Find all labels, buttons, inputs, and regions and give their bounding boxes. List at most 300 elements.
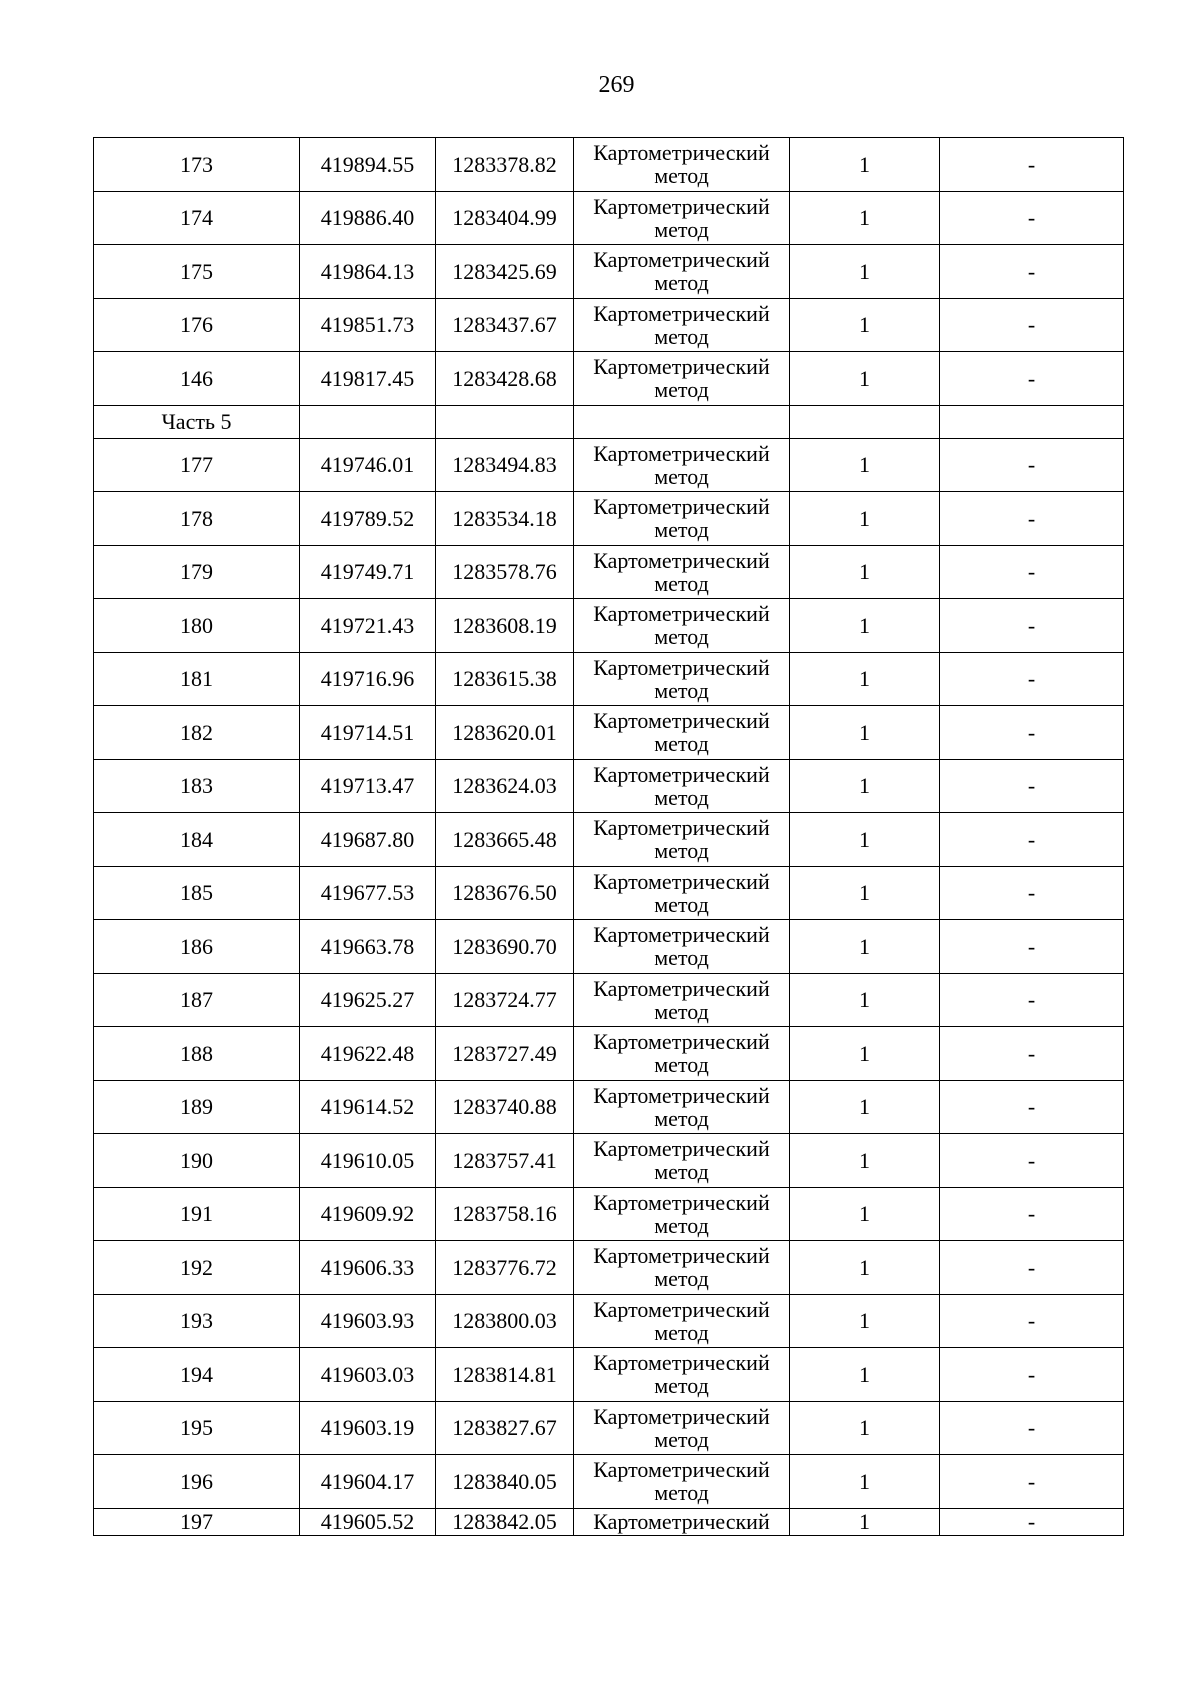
point-number-text: 182: [180, 719, 213, 745]
method-cell: [574, 1027, 790, 1081]
x-coordinate-cell: [300, 1027, 436, 1081]
accuracy-text: 1: [859, 151, 870, 177]
x-coordinate-text: 419716.96: [320, 666, 415, 692]
accuracy-text: 1: [859, 880, 870, 906]
x-coordinate-text: 419817.45: [320, 365, 415, 391]
point-number-cell: [94, 973, 300, 1027]
x-coordinate-cell: [300, 1080, 436, 1134]
section-label: Часть 5: [161, 408, 232, 434]
point-number-cell: [94, 759, 300, 813]
point-number-text: 187: [180, 987, 213, 1013]
method-text: Картометрический метод: [593, 1403, 770, 1452]
x-coordinate-cell: [300, 1455, 436, 1509]
y-coordinate-text: 1283690.70: [452, 933, 557, 959]
method-cell: [574, 813, 790, 867]
x-coordinate-cell: [300, 1348, 436, 1402]
note-text: -: [1027, 1147, 1036, 1173]
y-coordinate-cell: [436, 1455, 574, 1509]
note-cell: [940, 138, 1124, 192]
accuracy-cell: [790, 1508, 940, 1535]
table-row: [94, 1241, 1124, 1295]
y-coordinate-cell: [436, 1027, 574, 1081]
point-number-cell: [94, 652, 300, 706]
table-row: [94, 813, 1124, 867]
accuracy-text: 1: [859, 1254, 870, 1280]
accuracy-text: 1: [859, 987, 870, 1013]
method-cell: [574, 1294, 790, 1348]
point-number-cell: [94, 1134, 300, 1188]
point-number-text: 189: [180, 1094, 213, 1120]
x-coordinate-cell: [300, 759, 436, 813]
note-cell: [940, 813, 1124, 867]
table-row: [94, 652, 1124, 706]
x-coordinate-cell: [300, 352, 436, 406]
note-cell: [940, 1455, 1124, 1509]
note-text: -: [1027, 1094, 1036, 1120]
point-number-text: 188: [180, 1040, 213, 1066]
accuracy-text: 1: [859, 312, 870, 338]
table-row: [94, 352, 1124, 406]
accuracy-cell: [790, 1027, 940, 1081]
point-number-cell: [94, 492, 300, 546]
accuracy-text: 1: [859, 559, 870, 585]
point-number-cell: [94, 920, 300, 974]
point-number-cell: [94, 545, 300, 599]
x-coordinate-cell: [300, 1401, 436, 1455]
x-coordinate-cell: [300, 245, 436, 299]
method-cell: [574, 973, 790, 1027]
table-row: [94, 1455, 1124, 1509]
table-row: [94, 866, 1124, 920]
empty-cell: [790, 405, 940, 438]
accuracy-cell: [790, 1187, 940, 1241]
x-coordinate-text: 419687.80: [320, 826, 415, 852]
point-number-cell: [94, 866, 300, 920]
y-coordinate-text: 1283665.48: [452, 826, 557, 852]
point-number-text: 177: [180, 452, 213, 478]
empty-cell: [574, 405, 790, 438]
y-coordinate-text: 1283740.88: [452, 1094, 557, 1120]
note-text: -: [1027, 666, 1036, 692]
note-text: -: [1027, 452, 1036, 478]
accuracy-text: 1: [859, 612, 870, 638]
point-number-text: 196: [180, 1468, 213, 1494]
note-cell: [940, 1348, 1124, 1402]
method-text: Картометрический метод: [593, 1350, 770, 1399]
y-coordinate-text: 1283624.03: [452, 773, 557, 799]
note-cell: [940, 1027, 1124, 1081]
note-text: -: [1027, 1254, 1036, 1280]
method-text: Картометрический метод: [593, 547, 770, 596]
table-row: [94, 298, 1124, 352]
method-text: Картометрический метод: [593, 354, 770, 403]
y-coordinate-cell: [436, 1508, 574, 1535]
note-text: -: [1027, 1201, 1036, 1227]
note-cell: [940, 1294, 1124, 1348]
accuracy-text: 1: [859, 1040, 870, 1066]
x-coordinate-cell: [300, 813, 436, 867]
note-text: -: [1027, 151, 1036, 177]
y-coordinate-cell: [436, 1187, 574, 1241]
note-cell: [940, 973, 1124, 1027]
y-coordinate-text: 1283428.68: [452, 365, 557, 391]
table-row: [94, 1401, 1124, 1455]
note-cell: [940, 191, 1124, 245]
y-coordinate-cell: [436, 1134, 574, 1188]
accuracy-text: 1: [859, 1508, 870, 1534]
x-coordinate-text: 419605.52: [320, 1508, 415, 1534]
method-text: Картометрический метод: [593, 708, 770, 757]
note-text: -: [1027, 987, 1036, 1013]
y-coordinate-cell: [436, 1080, 574, 1134]
page-number: 269: [598, 72, 635, 98]
y-coordinate-text: 1283578.76: [452, 559, 557, 585]
y-coordinate-cell: [436, 866, 574, 920]
note-cell: [940, 920, 1124, 974]
table-row: [94, 973, 1124, 1027]
note-text: -: [1027, 312, 1036, 338]
y-coordinate-text: 1283724.77: [452, 987, 557, 1013]
x-coordinate-cell: [300, 438, 436, 492]
accuracy-cell: [790, 1080, 940, 1134]
x-coordinate-text: 419749.71: [320, 559, 415, 585]
method-text: Картометрический метод: [593, 1457, 770, 1506]
point-number-cell: [94, 138, 300, 192]
method-cell: [574, 191, 790, 245]
note-text: -: [1027, 365, 1036, 391]
x-coordinate-cell: [300, 599, 436, 653]
accuracy-cell: [790, 599, 940, 653]
empty-cell: [300, 405, 436, 438]
accuracy-cell: [790, 352, 940, 406]
point-number-text: 180: [180, 612, 213, 638]
method-text: Картометрический метод: [593, 300, 770, 349]
method-cell: [574, 1134, 790, 1188]
table-row: [94, 1508, 1124, 1535]
x-coordinate-text: 419625.27: [320, 987, 415, 1013]
y-coordinate-cell: [436, 1348, 574, 1402]
accuracy-text: 1: [859, 826, 870, 852]
x-coordinate-cell: [300, 1508, 436, 1535]
x-coordinate-text: 419713.47: [320, 773, 415, 799]
note-cell: [940, 1508, 1124, 1535]
note-cell: [940, 599, 1124, 653]
method-cell: [574, 1455, 790, 1509]
point-number-cell: [94, 1508, 300, 1535]
x-coordinate-text: 419603.93: [320, 1308, 415, 1334]
x-coordinate-cell: [300, 920, 436, 974]
note-text: -: [1027, 559, 1036, 585]
x-coordinate-text: 419663.78: [320, 933, 415, 959]
point-number-text: 194: [180, 1361, 213, 1387]
point-number-text: 197: [180, 1508, 213, 1534]
y-coordinate-cell: [436, 706, 574, 760]
point-number-text: 173: [180, 151, 213, 177]
y-coordinate-text: 1283842.05: [452, 1508, 557, 1534]
table-row: [94, 1080, 1124, 1134]
section-row: [94, 405, 1124, 438]
method-cell: [574, 438, 790, 492]
method-cell: [574, 866, 790, 920]
method-cell: [574, 1080, 790, 1134]
point-number-cell: [94, 706, 300, 760]
point-number-text: 176: [180, 312, 213, 338]
accuracy-cell: [790, 973, 940, 1027]
note-text: -: [1027, 258, 1036, 284]
point-number-text: 175: [180, 258, 213, 284]
x-coordinate-cell: [300, 1134, 436, 1188]
method-text: Картометрический метод: [593, 975, 770, 1024]
table-row: [94, 438, 1124, 492]
point-number-cell: [94, 438, 300, 492]
point-number-cell: [94, 1241, 300, 1295]
x-coordinate-text: 419610.05: [320, 1147, 415, 1173]
y-coordinate-cell: [436, 352, 574, 406]
y-coordinate-cell: [436, 438, 574, 492]
y-coordinate-text: 1283840.05: [452, 1468, 557, 1494]
accuracy-text: 1: [859, 505, 870, 531]
coordinates-table: [93, 137, 1124, 1536]
y-coordinate-cell: [436, 652, 574, 706]
x-coordinate-text: 419609.92: [320, 1201, 415, 1227]
x-coordinate-cell: [300, 545, 436, 599]
note-cell: [940, 438, 1124, 492]
y-coordinate-cell: [436, 298, 574, 352]
method-text: Картометрический метод: [593, 654, 770, 703]
point-number-text: 195: [180, 1415, 213, 1441]
x-coordinate-text: 419789.52: [320, 505, 415, 531]
x-coordinate-text: 419721.43: [320, 612, 415, 638]
y-coordinate-cell: [436, 191, 574, 245]
empty-cell: [436, 405, 574, 438]
accuracy-cell: [790, 492, 940, 546]
accuracy-text: 1: [859, 1415, 870, 1441]
point-number-text: 178: [180, 505, 213, 531]
note-text: -: [1027, 880, 1036, 906]
x-coordinate-text: 419886.40: [320, 205, 415, 231]
x-coordinate-text: 419603.19: [320, 1415, 415, 1441]
x-coordinate-cell: [300, 1294, 436, 1348]
accuracy-cell: [790, 191, 940, 245]
method-cell: [574, 706, 790, 760]
method-text: Картометрический метод: [593, 193, 770, 242]
coordinates-table-body: [94, 138, 1124, 1536]
x-coordinate-text: 419604.17: [320, 1468, 415, 1494]
method-text: Картометрический метод: [593, 140, 770, 189]
note-text: -: [1027, 826, 1036, 852]
accuracy-cell: [790, 138, 940, 192]
point-number-text: 181: [180, 666, 213, 692]
table-row: [94, 1294, 1124, 1348]
y-coordinate-cell: [436, 1294, 574, 1348]
y-coordinate-cell: [436, 920, 574, 974]
accuracy-text: 1: [859, 719, 870, 745]
table-row: [94, 1187, 1124, 1241]
y-coordinate-cell: [436, 813, 574, 867]
accuracy-cell: [790, 759, 940, 813]
note-text: -: [1027, 1415, 1036, 1441]
y-coordinate-text: 1283727.49: [452, 1040, 557, 1066]
method-text: Картометрический метод: [593, 922, 770, 971]
x-coordinate-cell: [300, 1187, 436, 1241]
note-cell: [940, 706, 1124, 760]
accuracy-text: 1: [859, 1308, 870, 1334]
note-cell: [940, 545, 1124, 599]
note-text: -: [1027, 773, 1036, 799]
x-coordinate-cell: [300, 191, 436, 245]
method-cell: [574, 298, 790, 352]
method-cell: [574, 920, 790, 974]
point-number-cell: [94, 1348, 300, 1402]
note-text: -: [1027, 1308, 1036, 1334]
note-text: -: [1027, 933, 1036, 959]
method-cell: [574, 545, 790, 599]
x-coordinate-text: 419864.13: [320, 258, 415, 284]
point-number-text: 190: [180, 1147, 213, 1173]
accuracy-cell: [790, 245, 940, 299]
note-cell: [940, 1241, 1124, 1295]
x-coordinate-cell: [300, 138, 436, 192]
x-coordinate-text: 419746.01: [320, 452, 415, 478]
x-coordinate-cell: [300, 652, 436, 706]
accuracy-cell: [790, 652, 940, 706]
y-coordinate-text: 1283534.18: [452, 505, 557, 531]
method-cell: [574, 1508, 790, 1535]
point-number-cell: [94, 1080, 300, 1134]
note-text: -: [1027, 719, 1036, 745]
point-number-cell: [94, 813, 300, 867]
method-text: Картометрический метод: [593, 1296, 770, 1345]
accuracy-cell: [790, 1455, 940, 1509]
note-text: -: [1027, 1361, 1036, 1387]
method-text: Картометрический метод: [593, 247, 770, 296]
y-coordinate-text: 1283404.99: [452, 205, 557, 231]
table-row: [94, 245, 1124, 299]
note-text: -: [1027, 205, 1036, 231]
point-number-text: 186: [180, 933, 213, 959]
note-cell: [940, 1134, 1124, 1188]
method-text: Картометрический: [593, 1508, 770, 1534]
x-coordinate-cell: [300, 706, 436, 760]
point-number-text: 174: [180, 205, 213, 231]
y-coordinate-text: 1283814.81: [452, 1361, 557, 1387]
method-text: Картометрический метод: [593, 440, 770, 489]
y-coordinate-text: 1283800.03: [452, 1308, 557, 1334]
method-text: Картометрический метод: [593, 815, 770, 864]
method-text: Картометрический метод: [593, 868, 770, 917]
note-cell: [940, 759, 1124, 813]
y-coordinate-cell: [436, 599, 574, 653]
table-row: [94, 1134, 1124, 1188]
accuracy-text: 1: [859, 1147, 870, 1173]
y-coordinate-text: 1283608.19: [452, 612, 557, 638]
y-coordinate-cell: [436, 492, 574, 546]
y-coordinate-text: 1283425.69: [452, 258, 557, 284]
accuracy-cell: [790, 1134, 940, 1188]
note-cell: [940, 352, 1124, 406]
method-cell: [574, 599, 790, 653]
point-number-cell: [94, 1294, 300, 1348]
x-coordinate-cell: [300, 1241, 436, 1295]
note-cell: [940, 245, 1124, 299]
accuracy-text: 1: [859, 1094, 870, 1120]
table-row: [94, 706, 1124, 760]
accuracy-text: 1: [859, 773, 870, 799]
method-text: Картометрический метод: [593, 1189, 770, 1238]
accuracy-text: 1: [859, 1361, 870, 1387]
note-cell: [940, 1401, 1124, 1455]
accuracy-text: 1: [859, 933, 870, 959]
table-row: [94, 1348, 1124, 1402]
accuracy-text: 1: [859, 1468, 870, 1494]
accuracy-text: 1: [859, 452, 870, 478]
point-number-text: 192: [180, 1254, 213, 1280]
table-row: [94, 191, 1124, 245]
method-cell: [574, 1241, 790, 1295]
point-number-cell: [94, 599, 300, 653]
note-text: -: [1027, 1468, 1036, 1494]
y-coordinate-text: 1283494.83: [452, 452, 557, 478]
note-text: -: [1027, 505, 1036, 531]
method-cell: [574, 352, 790, 406]
table-row: [94, 1027, 1124, 1081]
note-text: -: [1027, 1040, 1036, 1066]
note-cell: [940, 652, 1124, 706]
y-coordinate-cell: [436, 245, 574, 299]
point-number-cell: [94, 1455, 300, 1509]
method-cell: [574, 138, 790, 192]
method-text: Картометрический метод: [593, 1243, 770, 1292]
x-coordinate-cell: [300, 298, 436, 352]
note-text: -: [1027, 612, 1036, 638]
point-number-cell: [94, 1027, 300, 1081]
accuracy-text: 1: [859, 365, 870, 391]
y-coordinate-cell: [436, 973, 574, 1027]
note-cell: [940, 1187, 1124, 1241]
point-number-text: 185: [180, 880, 213, 906]
point-number-cell: [94, 245, 300, 299]
y-coordinate-cell: [436, 1241, 574, 1295]
y-coordinate-cell: [436, 545, 574, 599]
table-row: [94, 545, 1124, 599]
point-number-cell: [94, 352, 300, 406]
point-number-cell: [94, 298, 300, 352]
point-number-text: 179: [180, 559, 213, 585]
method-cell: [574, 1401, 790, 1455]
section-label-cell: [94, 405, 300, 438]
accuracy-cell: [790, 545, 940, 599]
note-cell: [940, 866, 1124, 920]
note-cell: [940, 492, 1124, 546]
y-coordinate-text: 1283758.16: [452, 1201, 557, 1227]
method-cell: [574, 1348, 790, 1402]
accuracy-text: 1: [859, 1201, 870, 1227]
accuracy-cell: [790, 298, 940, 352]
y-coordinate-text: 1283757.41: [452, 1147, 557, 1173]
note-cell: [940, 298, 1124, 352]
y-coordinate-text: 1283620.01: [452, 719, 557, 745]
point-number-text: 146: [180, 365, 213, 391]
accuracy-cell: [790, 438, 940, 492]
note-cell: [940, 1080, 1124, 1134]
accuracy-cell: [790, 813, 940, 867]
accuracy-cell: [790, 1401, 940, 1455]
table-row: [94, 492, 1124, 546]
point-number-cell: [94, 1401, 300, 1455]
method-cell: [574, 759, 790, 813]
method-text: Картометрический метод: [593, 1082, 770, 1131]
method-cell: [574, 652, 790, 706]
